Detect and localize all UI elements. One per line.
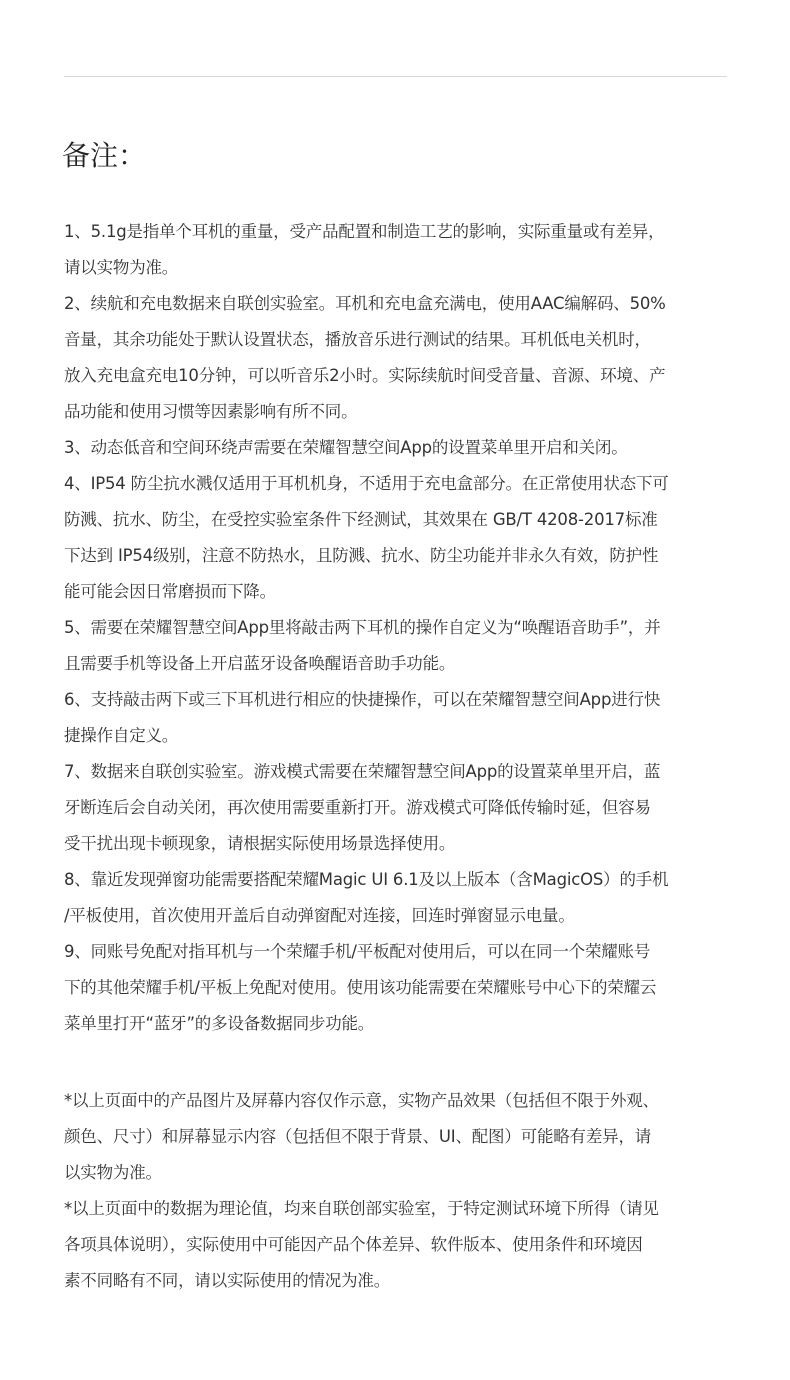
note-item-line: 4、IP54 防尘抗水溅仅适用于耳机机身，不适用于充电盒部分。在正常使用状态下可	[64, 474, 669, 493]
top-divider	[64, 76, 727, 77]
note-item-line: 6、支持敲击两下或三下耳机进行相应的快捷操作，可以在荣耀智慧空间App进行快	[64, 690, 661, 709]
footnote-item	[64, 1191, 734, 1299]
note-item-line: 1、5.1g是指单个耳机的重量，受产品配置和制造工艺的影响，实际重量或有差异，	[64, 222, 665, 241]
note-item-line: 音量，其余功能处于默认设置状态，播放音乐进行测试的结果。耳机低电关机时，	[64, 330, 651, 349]
note-item-line: 下的其他荣耀手机/平板上免配对使用。使用该功能需要在荣耀账号中心下的荣耀云	[64, 978, 657, 997]
note-item	[64, 862, 734, 934]
footnote-item	[64, 1083, 734, 1191]
footnotes-list	[64, 1083, 734, 1299]
note-item-line: 下达到 IP54级别，注意不防热水，且防溅、抗水、防尘功能并非永久有效，防护性	[64, 546, 659, 565]
footnote-item-line: *以上页面中的产品图片及屏幕内容仅作示意，实物产品效果（包括但不限于外观、	[64, 1091, 659, 1110]
note-item	[64, 430, 734, 466]
footnote-item-line: 素不同略有不同，请以实际使用的情况为准。	[64, 1271, 391, 1290]
note-item-line: 菜单里打开“蓝牙”的多设备数据同步功能。	[64, 1014, 375, 1033]
note-item	[64, 286, 734, 430]
note-item-line: 放入充电盒充电10分钟，可以听音乐2小时。实际续航时间受音量、音源、环境、产	[64, 366, 666, 385]
note-item	[64, 214, 734, 286]
footnote-item-line: 各项具体说明），实际使用中可能因产品个体差异、软件版本、使用条件和环境因	[64, 1235, 643, 1254]
note-item	[64, 754, 734, 862]
note-item-line: 受干扰出现卡顿现象，请根据实际使用场景选择使用。	[64, 834, 456, 853]
note-item	[64, 682, 734, 754]
note-item-line: 3、动态低音和空间环绕声需要在荣耀智慧空间App的设置菜单里开启和关闭。	[64, 438, 628, 457]
note-item-line: 防溅、抗水、防尘，在受控实验室条件下经测试，其效果在 GB/T 4208-2017标准	[64, 510, 658, 529]
note-item-line: 8、靠近发现弹窗功能需要搭配荣耀Magic UI 6.1及以上版本（含MagicOS）的手机	[64, 870, 669, 889]
footnote-item-line: *以上页面中的数据为理论值，均来自联创部实验室，于特定测试环境下所得（请见	[64, 1199, 659, 1218]
note-item-line: 牙断连后会自动关闭，再次使用需要重新打开。游戏模式可降低传输时延，但容易	[64, 798, 651, 817]
note-item-line: 请以实物为准。	[64, 258, 179, 277]
note-item-line: 2、续航和充电数据来自联创实验室。耳机和充电盒充满电，使用AAC编解码、50%	[64, 294, 666, 313]
notes-list	[64, 214, 734, 1042]
note-item-line: 且需要手机等设备上开启蓝牙设备唤醒语音助手功能。	[64, 654, 456, 673]
footnote-item-line: 以实物为准。	[64, 1163, 162, 1182]
note-item	[64, 466, 734, 610]
note-item	[64, 610, 734, 682]
note-item-line: 7、数据来自联创实验室。游戏模式需要在荣耀智慧空间App的设置菜单里开启，蓝	[64, 762, 661, 781]
note-item-line: 9、同账号免配对指耳机与一个荣耀手机/平板配对使用后，可以在同一个荣耀账号	[64, 942, 651, 961]
footnote-item-line: 颜色、尺寸）和屏幕显示内容（包括但不限于背景、UI、配图）可能略有差异，请	[64, 1127, 652, 1146]
note-item-line: 品功能和使用习惯等因素影响有所不同。	[64, 402, 358, 421]
note-item-line: 能可能会因日常磨损而下降。	[64, 582, 276, 601]
note-item-line: 5、需要在荣耀智慧空间App里将敲击两下耳机的操作自定义为“唤醒语音助手”，并	[64, 618, 661, 637]
note-item-line: 捷操作自定义。	[64, 726, 179, 745]
page-title: 备注：	[62, 139, 147, 172]
note-item	[64, 934, 734, 1042]
note-item-line: /平板使用，首次使用开盖后自动弹窗配对连接，回连时弹窗显示电量。	[64, 906, 575, 925]
